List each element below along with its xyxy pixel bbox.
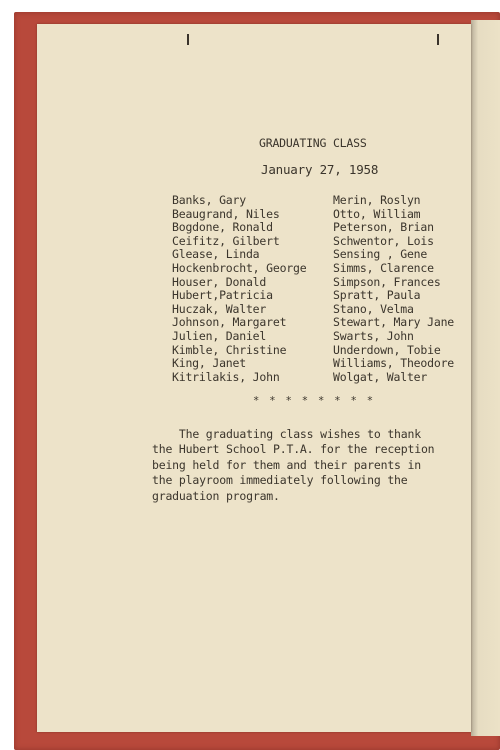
graduate-name: Simpson, Frances xyxy=(333,274,441,289)
name-list-right xyxy=(333,194,454,384)
graduate-name: Williams, Theodore xyxy=(333,356,455,371)
section-divider: * * * * * * * * xyxy=(253,395,375,407)
facing-page-edge xyxy=(471,20,500,736)
page-title: GRADUATING CLASS xyxy=(259,136,367,150)
graduate-name: Hockenbrocht, George xyxy=(172,260,307,275)
graduate-name: Glease, Linda xyxy=(172,247,260,262)
graduate-name: Sensing , Gene xyxy=(333,247,428,262)
graduate-name: Huczak, Walter xyxy=(172,301,267,316)
graduate-name: Johnson, Margaret xyxy=(172,315,287,330)
graduate-name: Underdown, Tobie xyxy=(333,342,441,357)
program-page xyxy=(37,24,471,732)
graduate-name: Hubert,Patricia xyxy=(172,288,273,303)
graduate-name: Simms, Clarence xyxy=(333,260,434,275)
graduate-name: Houser, Donald xyxy=(172,274,267,289)
name-list-left xyxy=(172,194,306,384)
graduate-name: Banks, Gary xyxy=(172,193,246,207)
graduate-name: Bogdone, Ronald xyxy=(172,220,273,235)
graduate-name: Schwentor, Lois xyxy=(333,233,434,248)
graduate-name: Ceifitz, Gilbert xyxy=(172,233,280,248)
graduate-name: Merin, Roslyn xyxy=(333,193,421,207)
graduate-name: Swarts, John xyxy=(333,328,414,343)
graduate-name: King, Janet xyxy=(172,356,246,371)
thank-you-message: The graduating class wishes to thank the Hubert School P.T.A. for the reception being held for them and their parents in the playroom immediately following the graduation program. xyxy=(152,427,435,503)
graduate-name: Wolgat, Walter xyxy=(333,369,428,384)
graduate-name: Spratt, Paula xyxy=(333,288,421,303)
ceremony-date: January 27, 1958 xyxy=(261,162,379,177)
graduate-name: Kitrilakis, John xyxy=(172,369,280,384)
graduate-name: Peterson, Brian xyxy=(333,220,434,235)
staple-mark xyxy=(437,34,439,45)
graduate-name: Beaugrand, Niles xyxy=(172,206,280,221)
graduate-name: Kimble, Christine xyxy=(172,342,287,357)
graduate-name: Stano, Velma xyxy=(333,301,414,316)
graduate-name: Stewart, Mary Jane xyxy=(333,315,455,330)
graduate-name: Otto, William xyxy=(333,206,421,221)
staple-mark xyxy=(187,34,189,45)
graduate-name: Julien, Daniel xyxy=(172,328,267,343)
